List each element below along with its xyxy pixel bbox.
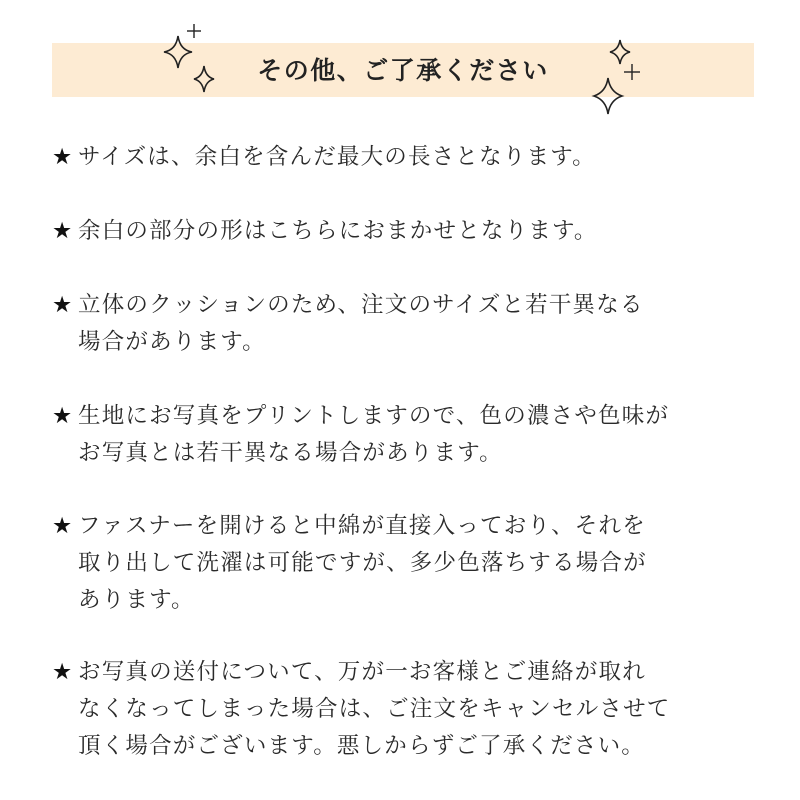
star-bullet: ★ [52,659,74,685]
note-text: 場合があります。 [78,329,266,355]
note-text: 取り出して洗濯は可能ですが、多少色落ちする場合が [78,550,647,576]
note-line [52,139,772,176]
list-item [52,139,772,176]
star-bullet: ★ [52,144,74,170]
star-bullet: ★ [52,513,74,539]
list-item [52,213,772,250]
list-item [52,287,772,361]
note-text: 立体のクッションのため、注文のサイズと若干異なる [78,292,644,318]
list-item [52,398,772,472]
note-text: ファスナーを開けると中綿が直接入っており、それを [78,513,646,539]
note-line [52,508,772,545]
title-band [52,43,754,97]
sparkle-icon [590,36,646,120]
note-text: 余白の部分の形はこちらにおまかせとなります。 [78,218,598,244]
star-bullet: ★ [52,403,74,429]
note-line [52,287,772,324]
note-text: あります。 [78,587,195,613]
star-bullet: ★ [52,292,74,318]
note-text: なくなってしまった場合は、ご注文をキャンセルさせて [78,696,671,722]
note-text: 頂く場合がございます。悪しからずご了承ください。 [78,733,646,759]
list-item [52,508,772,619]
sparkle-icon [160,22,220,98]
note-text: 生地にお写真をプリントしますので、色の濃さや色味が [78,403,670,429]
note-line [52,398,772,435]
note-text: サイズは、余白を含んだ最大の長さとなります。 [78,144,596,170]
note-line [52,213,772,250]
note-text: お写真の送付について、万が一お客様とご連絡が取れ [78,659,646,685]
list-item [52,654,772,765]
note-text: お写真とは若干異なる場合があります。 [78,440,503,466]
star-bullet: ★ [52,218,74,244]
note-line [52,654,772,691]
page-title: その他、ご了承ください [257,56,549,85]
